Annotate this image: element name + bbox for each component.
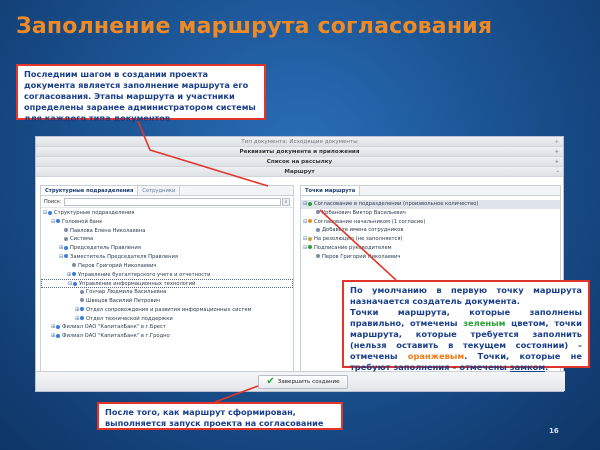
group-icon — [80, 316, 84, 320]
tree-node-label: Согласование начальником (1 согласие) — [314, 218, 426, 225]
tree-node-label: Управление информационных технологий — [79, 281, 196, 288]
tree-node[interactable] — [41, 227, 293, 236]
tree-expander-icon[interactable]: ⊞ — [67, 271, 72, 278]
check-icon: ✔ — [266, 376, 275, 387]
tree-expander-icon[interactable]: ⊟ — [303, 218, 308, 225]
tree-node-label: Филиал ОАО "КапиталБанк" в г.Брест — [62, 324, 166, 331]
person-icon — [316, 210, 320, 214]
group-icon — [72, 272, 76, 276]
search-input[interactable] — [64, 198, 281, 206]
tree-node-label: Председатель Правления — [70, 245, 141, 252]
accordion-row[interactable] — [36, 167, 563, 177]
accordion-row-label: Реквизиты документа и приложения — [239, 149, 360, 155]
accordion-row[interactable] — [36, 157, 563, 167]
tree-node[interactable] — [41, 235, 293, 244]
slide-title: Заполнение маршрута согласования — [16, 14, 493, 39]
tree-expander-icon[interactable]: ⊟ — [51, 218, 56, 225]
tree-node-label: Перов Григорий Николаевич — [322, 253, 401, 260]
lock-icon — [308, 237, 312, 241]
tree-expander-icon[interactable]: ⊟ — [303, 201, 308, 207]
accordion-row[interactable] — [36, 147, 563, 157]
group-icon — [64, 254, 68, 258]
tab-departments[interactable]: Структурные подразделения — [41, 186, 138, 195]
tree-node-label: Подписание руководителем — [314, 244, 392, 251]
person-icon — [64, 228, 68, 232]
tree-expander-icon[interactable]: ⊟ — [68, 281, 73, 288]
tree-node-label: Система — [70, 236, 94, 243]
person-icon — [80, 290, 84, 294]
tree-node-label: Добавьте имена сотрудников — [322, 227, 404, 234]
tree-node[interactable] — [41, 297, 293, 306]
tree-node[interactable] — [301, 209, 560, 218]
search-label: Поиск: — [44, 198, 62, 205]
person-icon — [316, 254, 320, 258]
tree-node-label: Филиал ОАО "КапиталБанк" в г.Гродно — [62, 333, 170, 340]
tree-node-label: Урбанович Виктор Васильевич — [322, 209, 406, 216]
tab-employees[interactable]: Сотрудники — [138, 186, 180, 195]
group-icon — [56, 334, 60, 338]
accordion — [36, 137, 563, 177]
group-icon — [56, 325, 60, 329]
group-icon — [80, 307, 84, 311]
tree-node-label: Структурные подразделения — [54, 210, 135, 216]
tree-node[interactable] — [41, 244, 293, 253]
person-icon — [64, 237, 68, 241]
expand-toggle-icon[interactable]: + — [554, 149, 559, 155]
tree-node[interactable] — [301, 200, 560, 209]
tree-expander-icon[interactable]: ⊟ — [43, 210, 48, 216]
finish-creation-button[interactable] — [258, 375, 348, 389]
tree-node[interactable] — [41, 253, 293, 262]
accordion-row-label: Список на рассылку — [266, 159, 333, 165]
group-icon — [48, 211, 52, 215]
tree-node-label: На резолюцию (не заполняется) — [314, 236, 403, 243]
tree-node[interactable] — [301, 253, 560, 262]
search-icon[interactable]: ⌕ — [282, 198, 290, 206]
tree-expander-icon[interactable]: ⊞ — [51, 324, 56, 331]
orange-icon — [308, 219, 312, 223]
tree-expander-icon[interactable]: ⊞ — [59, 245, 64, 252]
accordion-row[interactable] — [36, 137, 563, 147]
callout-top: Последним шагом в создании проекта документа является заполнение маршрута его согласования. Этапы маршрута и участники определены заранее администратором системы для каждого типа документов — [16, 64, 266, 120]
route-points-tree — [301, 196, 560, 262]
expand-toggle-icon[interactable]: + — [554, 159, 559, 165]
tree-node[interactable] — [41, 218, 293, 227]
person-icon — [316, 228, 320, 232]
tree-node-label: Управление бухгалтерского учета и отчетности — [78, 271, 211, 278]
tree-expander-icon[interactable]: ⊞ — [75, 315, 80, 322]
tree-expander-icon[interactable]: ⊟ — [303, 244, 308, 251]
callout-right-text-a: Точки маршрута, которые заполнены правильно, отмечены — [350, 307, 582, 329]
tree-node[interactable] — [41, 271, 293, 280]
expand-toggle-icon[interactable]: + — [554, 139, 559, 145]
expand-toggle-icon[interactable]: – — [556, 169, 559, 175]
tree-node-label: Согласование в подразделении (произвольное количество) — [314, 201, 479, 207]
app-footer — [36, 371, 565, 391]
callout-right-line1: По умолчанию в первую точку маршрута назначается создатель документа. — [350, 285, 582, 307]
tree-node[interactable] — [41, 262, 293, 271]
departments-panel — [40, 185, 294, 373]
tree-expander-icon[interactable]: ⊟ — [303, 236, 308, 243]
tab-route-points[interactable]: Точки маршрута — [301, 186, 360, 195]
accordion-row-label: Маршрут — [284, 169, 315, 175]
tree-node[interactable] — [301, 244, 560, 253]
finish-creation-label: Завершить создание — [277, 379, 340, 385]
tree-node[interactable] — [301, 235, 560, 244]
group-icon — [56, 219, 60, 223]
tree-node[interactable] — [301, 218, 560, 227]
callout-right-text-b: цветом, точки маршрута, которые требуется заполнить (нельзя оставить в текущем состоянии) – отмечены — [350, 318, 582, 362]
group-icon — [73, 282, 77, 286]
tree-node[interactable] — [41, 323, 293, 332]
tree-node-label: Павлова Елена Николаевна — [70, 227, 146, 234]
search-row — [41, 196, 293, 208]
tree-node[interactable] — [41, 209, 293, 218]
page-number: 16 — [549, 427, 559, 435]
tree-expander-icon[interactable]: ⊟ — [59, 253, 64, 260]
lock-word: замком — [509, 362, 546, 373]
departments-tabs — [41, 186, 293, 196]
tree-node[interactable] — [41, 306, 293, 315]
callout-right-text-c: . Точки, которые не требуют заполнения – отмечены — [350, 351, 582, 373]
tree-node-label: Перов Григорий Николаевич — [78, 262, 157, 269]
flag-icon — [308, 202, 312, 206]
departments-tree — [41, 208, 293, 341]
person-icon — [72, 263, 76, 267]
tree-node[interactable] — [41, 315, 293, 324]
tree-node-label: Отдел сопровождения и развития информационных систем — [86, 306, 252, 313]
tree-expander-icon[interactable]: ⊞ — [75, 306, 80, 313]
route-points-tabs — [301, 186, 560, 196]
callout-right-period: . — [545, 362, 549, 373]
tree-node-label: Головной банк — [62, 218, 103, 225]
orange-word: оранжевым — [407, 351, 465, 362]
callout-right — [342, 280, 590, 373]
tree-node-label: Отдел технической поддержки — [86, 315, 173, 322]
person-icon — [80, 298, 84, 302]
tree-node[interactable] — [301, 226, 560, 235]
callout-bottom: После того, как маршрут сформирован, выполняется запуск проекта на согласование — [97, 402, 343, 430]
group-icon — [64, 246, 68, 250]
tree-node[interactable] — [41, 279, 293, 288]
tree-node-label: Гончар Людмила Васильевна — [86, 289, 167, 296]
tree-node[interactable] — [41, 288, 293, 297]
green-word: зеленым — [463, 318, 506, 329]
tree-expander-icon[interactable]: ⊞ — [51, 333, 56, 340]
tree-node-label: Швецов Василий Петрович — [86, 297, 160, 304]
accordion-row-label: Тип документа: Исходящие документы — [241, 139, 358, 145]
tree-node-label: Заместитель Председателя Правления — [70, 253, 178, 260]
tree-node[interactable] — [41, 332, 293, 341]
flag-icon — [308, 245, 312, 249]
